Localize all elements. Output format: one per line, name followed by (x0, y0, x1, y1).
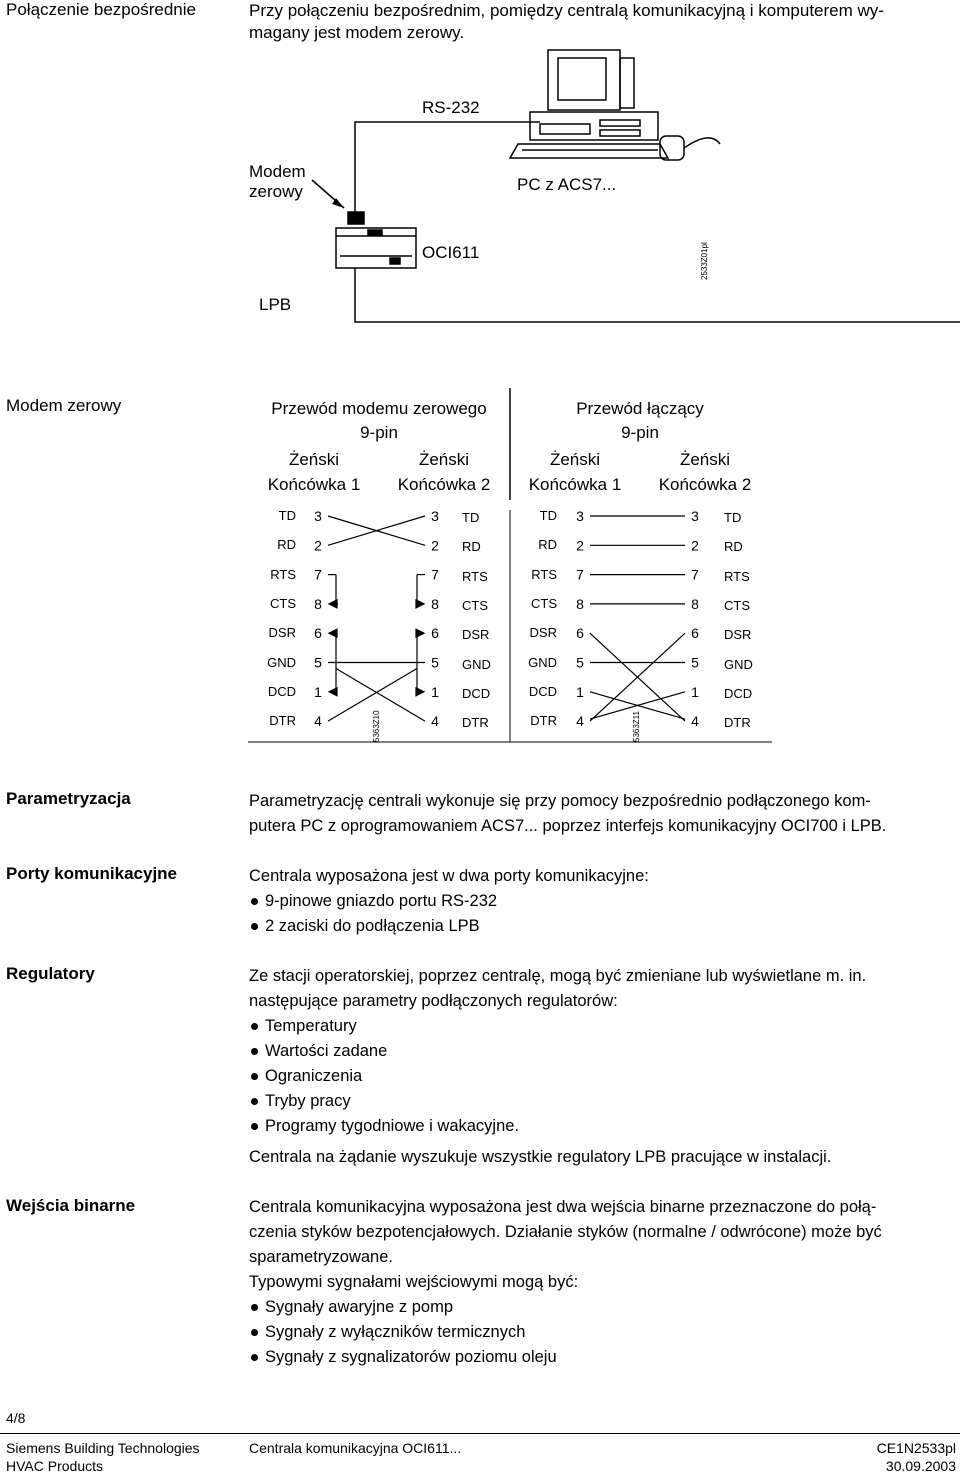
signal-label: RTS (462, 568, 488, 584)
signal-label: RTS (531, 566, 557, 582)
pin-number: 7 (691, 566, 699, 583)
binary-line3: sparametryzowane. (249, 1248, 393, 1266)
signal-label: GND (267, 654, 296, 670)
pin-number: 5 (431, 654, 439, 671)
section-label-binary: Wejścia binarne (6, 1196, 136, 1215)
modem-label-line1: Modem (249, 162, 306, 181)
pin-number: 4 (431, 713, 439, 730)
signal-label: DCD (267, 683, 296, 699)
signal-label: RD (462, 539, 481, 555)
null-modem-wiring-diagram (240, 380, 780, 750)
pin-number: 4 (691, 713, 699, 730)
signal-label: DCD (462, 685, 491, 701)
pin-number: 3 (314, 508, 322, 524)
signal-label: TD (539, 508, 557, 523)
binary-text (249, 1195, 949, 1370)
lpb-label: LPB (259, 295, 292, 314)
signal-label: RD (538, 537, 557, 553)
signal-label: DCD (528, 683, 557, 699)
direct-text (249, 0, 949, 44)
c1-end1-female: Żeński (288, 450, 340, 469)
signal-label: RD (724, 539, 743, 555)
pin-number: 2 (431, 537, 439, 554)
wiring-lines (328, 516, 685, 721)
signal-label: RD (277, 537, 296, 553)
signal-label: CTS (531, 595, 557, 611)
pin-number: 2 (314, 537, 322, 554)
signal-label: GND (528, 654, 557, 670)
binary-line1: Centrala komunikacyjna wyposażona jest dwa wejścia binarne przeznaczone do połą- (249, 1198, 877, 1216)
footer-doc-title: Centrala komunikacyjna OCI611... (249, 1440, 462, 1456)
pin-number: 6 (431, 625, 439, 642)
list-item: 9-pinowe gniazdo portu RS-232 (249, 889, 949, 914)
footer-division: HVAC Products (6, 1458, 103, 1474)
pin-number: 5 (314, 654, 322, 671)
binary-line2: czenia styków bezpotencjałowych. Działanie styków (normalne / odwrócone) może być (249, 1223, 882, 1241)
signal-label: CTS (724, 597, 750, 613)
wire-arrow (416, 629, 424, 637)
wire-arrow (329, 629, 337, 637)
oci611-device-icon (336, 212, 416, 268)
section-label-direct: Połączenie bezpośrednie (6, 0, 196, 19)
pc-label: PC z ACS7... (517, 175, 617, 194)
direct-text-line1: Przy połączeniu bezpośrednim, pomiędzy centralą komunikacyjną i komputerem wy- (249, 1, 884, 20)
modem-label (249, 162, 306, 202)
modem-label-line2: zerowy (249, 182, 303, 201)
signal-label: RTS (270, 566, 296, 582)
cable1-pin: 9-pin (360, 423, 398, 442)
signal-label: TD (462, 510, 480, 525)
list-item: Sygnały z wyłączników termicznych (249, 1320, 949, 1345)
list-item: Temperatury (249, 1014, 949, 1039)
list-item: Programy tygodniowe i wakacyjne. (249, 1114, 949, 1139)
c1-end1-label: Końcówka 1 (267, 475, 361, 494)
regs-list (249, 1014, 949, 1139)
pin-number: 8 (691, 595, 699, 612)
pin-number: 5 (691, 654, 699, 671)
pin-number: 3 (691, 508, 699, 524)
list-item: Sygnały z sygnalizatorów poziomu oleju (249, 1345, 949, 1370)
list-item: Tryby pracy (249, 1089, 949, 1114)
signal-label: DSR (462, 627, 490, 643)
regs-line2: następujące parametry podłączonych regulatorów: (249, 992, 618, 1010)
signal-label: DTR (724, 715, 751, 731)
param-text (249, 789, 949, 839)
signal-label: DSR (268, 625, 296, 641)
pin-number: 8 (314, 595, 322, 612)
pin-number: 1 (691, 683, 699, 700)
pin-number: 1 (576, 683, 584, 700)
pin-number: 4 (576, 713, 584, 730)
c2-end1-label: Końcówka 1 (528, 475, 622, 494)
regs-text (249, 964, 949, 1170)
wire-arrow (416, 600, 424, 608)
signal-label: GND (462, 656, 491, 672)
list-item: Ograniczenia (249, 1064, 949, 1089)
figure-code: 2533Z01pl (700, 242, 709, 280)
param-line1: Parametryzację centrali wykonuje się przy pomocy bezpośrednio podłączonego kom- (249, 792, 871, 810)
code-cable2: 5363Z11 (632, 711, 641, 742)
pin-number: 5 (576, 654, 584, 671)
oci611-label: OCI611 (422, 243, 480, 262)
pin-number: 6 (691, 625, 699, 642)
pin-number: 6 (576, 625, 584, 642)
list-item: 2 zaciski do podłączenia LPB (249, 914, 949, 939)
lpb-bus (355, 268, 960, 322)
c2-end2-female: Żeński (679, 450, 731, 469)
param-line2: putera PC z oprogramowaniem ACS7... poprzez interfejs komunikacyjny OCI700 i LPB. (249, 817, 887, 835)
pin-number: 7 (314, 566, 322, 583)
pc-icon (510, 50, 720, 160)
signal-label: TD (278, 508, 296, 523)
section-label-ports: Porty komunikacyjne (6, 864, 178, 883)
cable2-title: Przewód łączący (576, 399, 704, 418)
pin-number: 2 (576, 537, 584, 554)
footer-date: 30.09.2003 (885, 1458, 956, 1474)
rs232-cable (355, 122, 540, 212)
cable2-pin: 9-pin (621, 423, 659, 442)
binary-line4: Typowymi sygnałami wejściowymi mogą być: (249, 1273, 579, 1291)
pin-number: 6 (314, 625, 322, 642)
c2-end2-label: Końcówka 2 (658, 475, 752, 494)
pin-number: 4 (314, 713, 322, 730)
signal-label: DTR (462, 715, 489, 731)
signal-label: CTS (462, 597, 488, 613)
ports-intro: Centrala wyposażona jest w dwa porty komunikacyjne: (249, 867, 649, 885)
footer-company: Siemens Building Technologies (6, 1440, 200, 1456)
pin-number: 1 (314, 683, 322, 700)
footer-divider (0, 1433, 960, 1434)
direct-text-line2: magany jest modem zerowy. (249, 23, 465, 42)
signal-label: DTR (530, 713, 557, 729)
section-label-nullmodem: Modem zerowy (6, 396, 122, 415)
pin-number: 3 (576, 508, 584, 524)
section-label-param: Parametryzacja (6, 789, 131, 808)
c1-end2-label: Końcówka 2 (397, 475, 491, 494)
binary-list (249, 1295, 949, 1370)
pin-number: 7 (431, 566, 439, 583)
c1-end2-female: Żeński (418, 450, 470, 469)
rs232-label: RS-232 (422, 98, 480, 117)
wire-arrow (329, 600, 337, 608)
signal-label: DCD (724, 685, 753, 701)
pin-number: 2 (691, 537, 699, 554)
wire-arrow (329, 688, 337, 696)
page-number: 4/8 (6, 1410, 26, 1426)
signal-label: GND (724, 656, 753, 672)
pin-number: 3 (431, 508, 439, 524)
cable1-title: Przewód modemu zerowego (271, 399, 487, 418)
list-item: Sygnały awaryjne z pomp (249, 1295, 949, 1320)
signal-label: RTS (724, 568, 750, 584)
pin-number: 8 (431, 595, 439, 612)
pin-number: 8 (576, 595, 584, 612)
section-label-regs: Regulatory (6, 964, 95, 983)
code-cable1: 5363Z10 (372, 710, 381, 742)
signal-label: DSR (529, 625, 557, 641)
ports-text (249, 864, 949, 939)
wire-arrow (416, 688, 424, 696)
signal-label: TD (724, 510, 742, 525)
pin-number: 7 (576, 566, 584, 583)
c2-end1-female: Żeński (549, 450, 601, 469)
list-item: Wartości zadane (249, 1039, 949, 1064)
footer-doc-id: CE1N2533pl (876, 1440, 956, 1456)
signal-label: CTS (270, 595, 296, 611)
regs-outro: Centrala na żądanie wyszukuje wszystkie regulatory LPB pracujące w instalacji. (249, 1148, 832, 1166)
pin-number: 1 (431, 683, 439, 700)
ports-list (249, 889, 949, 939)
regs-line1: Ze stacji operatorskiej, poprzez centralę, mogą być zmieniane lub wyświetlane m. in. (249, 967, 867, 985)
signal-label: DSR (724, 627, 752, 643)
signal-label: DTR (269, 713, 296, 729)
